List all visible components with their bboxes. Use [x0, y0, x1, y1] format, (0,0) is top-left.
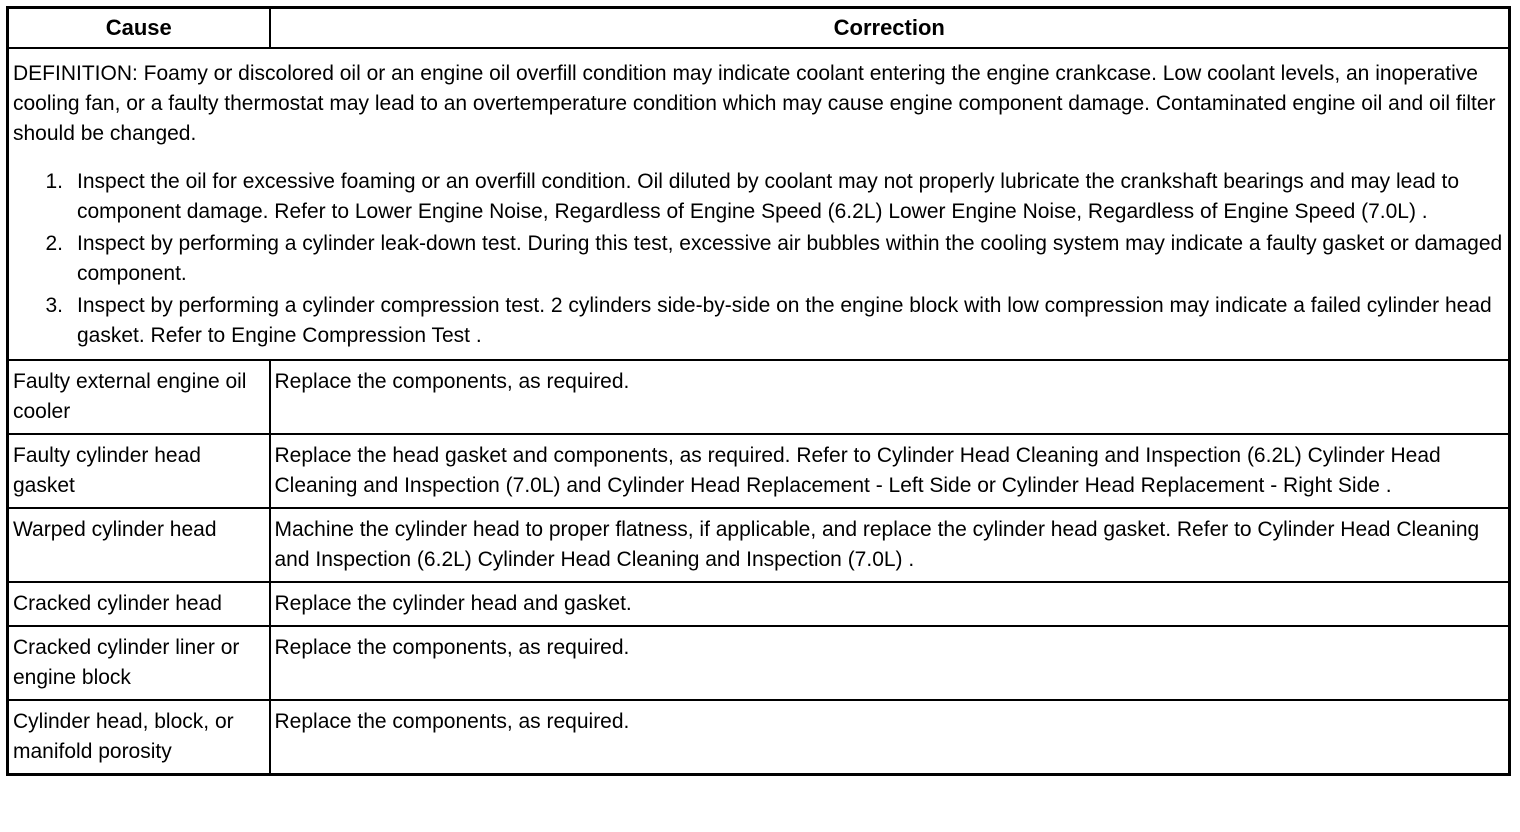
- cause-cell: Cylinder head, block, or manifold porosity: [8, 700, 270, 775]
- definition-row: [8, 48, 1510, 360]
- cause-cell: Faulty cylinder head gasket: [8, 434, 270, 508]
- header-row: [8, 8, 1510, 49]
- step-item: [13, 291, 1504, 351]
- inspection-steps: [13, 167, 1504, 351]
- correction-cell: Replace the components, as required.: [270, 360, 1510, 434]
- table-row: [8, 360, 1510, 434]
- step-item: [13, 167, 1504, 227]
- correction-cell: Replace the cylinder head and gasket.: [270, 582, 1510, 626]
- cause-cell: Cracked cylinder liner or engine block: [8, 626, 270, 700]
- step-number: 2 .: [13, 229, 63, 289]
- step-number: 3 .: [13, 291, 63, 351]
- definition-text: DEFINITION: Foamy or discolored oil or an engine oil overfill condition may indicate coolant entering the engine crankcase. Low coolant levels, an inoperative cooling fan, or a faulty thermostat may lead to an overtemperature condition which may cause engine component damage. Contaminated engine oil and oil filter should be changed.: [13, 62, 1496, 145]
- definition-cell: [8, 48, 1510, 360]
- correction-cell: Machine the cylinder head to proper flatness, if applicable, and replace the cylinder head gasket. Refer to Cylinder Head Cleaning and Inspection (6.2L) Cylinder Head Cleaning and Inspection (7.0L) .: [270, 508, 1510, 582]
- table-row: [8, 434, 1510, 508]
- cause-header: Cause: [8, 8, 270, 49]
- step-text: Inspect the oil for excessive foaming or an overfill condition. Oil diluted by coolant may not properly lubricate the crankshaft bearings and may lead to component damage. Refer to Lower Engine Noise, Regardless of Engine Speed (6.2L) Lower Engine Noise, Regardless of Engine Speed (7.0L) .: [77, 170, 1460, 223]
- step-item: [13, 229, 1504, 289]
- cause-cell: Warped cylinder head: [8, 508, 270, 582]
- table-row: [8, 508, 1510, 582]
- correction-cell: Replace the components, as required.: [270, 700, 1510, 775]
- table-row: [8, 582, 1510, 626]
- cause-correction-table: [6, 6, 1511, 776]
- step-text: Inspect by performing a cylinder leak-down test. During this test, excessive air bubbles within the cooling system may indicate a faulty gasket or damaged component.: [77, 232, 1503, 285]
- cause-cell: Faulty external engine oil cooler: [8, 360, 270, 434]
- step-text: Inspect by performing a cylinder compression test. 2 cylinders side-by-side on the engine block with low compression may indicate a failed cylinder head gasket. Refer to Engine Compression Test .: [77, 294, 1492, 347]
- table-row: [8, 626, 1510, 700]
- cause-cell: Cracked cylinder head: [8, 582, 270, 626]
- step-number: 1 .: [13, 167, 63, 227]
- table-row: [8, 700, 1510, 775]
- correction-header: Correction: [270, 8, 1510, 49]
- correction-cell: Replace the head gasket and components, as required. Refer to Cylinder Head Cleaning and Inspection (6.2L) Cylinder Head Cleaning and Inspection (7.0L) and Cylinder Head Replacement - Left Side or Cylinder Head Replacement - Right Side .: [270, 434, 1510, 508]
- correction-cell: Replace the components, as required.: [270, 626, 1510, 700]
